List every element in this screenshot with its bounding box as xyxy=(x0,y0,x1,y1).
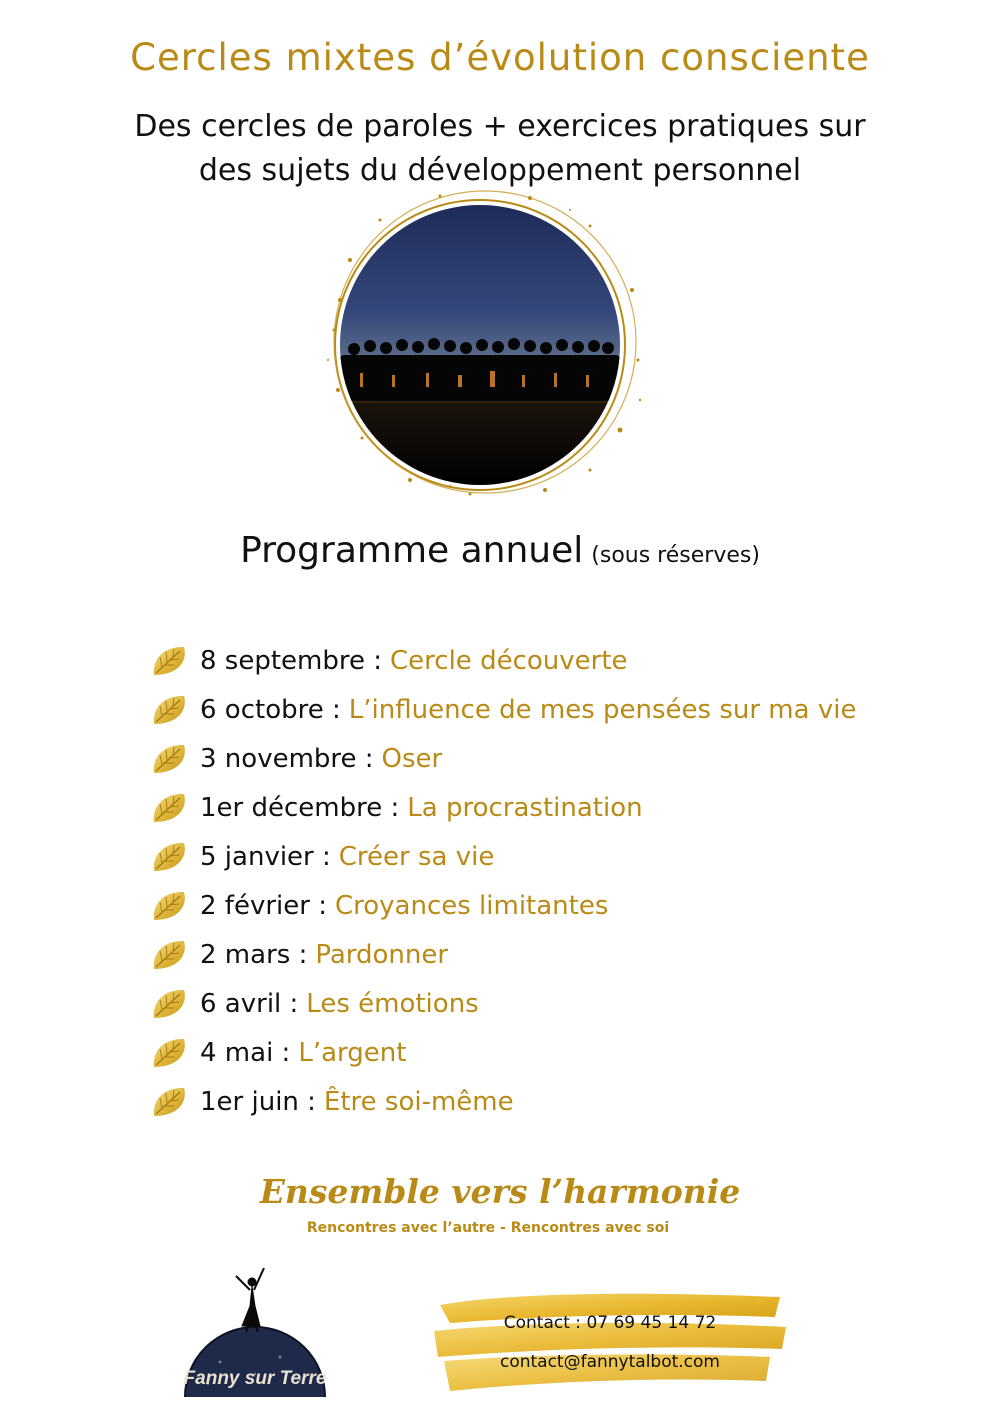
program-item-topic: L’argent xyxy=(298,1037,407,1068)
fanny-sur-terre-logo xyxy=(180,1262,330,1397)
program-item xyxy=(150,979,910,1028)
program-item-date: 6 avril : xyxy=(200,988,299,1019)
gold-leaf-icon xyxy=(150,790,190,826)
gold-leaf-icon xyxy=(150,937,190,973)
gold-leaf-icon xyxy=(150,1084,190,1120)
program-title: Programme annuel xyxy=(240,530,584,571)
program-item-topic: Cercle découverte xyxy=(390,645,628,676)
logo-text: Fanny sur Terre xyxy=(183,1368,327,1389)
program-item-topic: Les émotions xyxy=(306,988,479,1019)
program-item xyxy=(150,685,910,734)
program-item-topic: Être soi-même xyxy=(323,1086,514,1117)
gold-ring-decoration xyxy=(320,190,650,500)
contact-phone: Contact : 07 69 45 14 72 xyxy=(503,1313,717,1333)
tagline: Rencontres avec l’autre - Rencontres avec soi xyxy=(306,1220,670,1236)
gold-leaf-icon xyxy=(150,986,190,1022)
program-item xyxy=(150,1028,910,1077)
program-item-date: 8 septembre : xyxy=(200,645,383,676)
program-item-date: 5 janvier : xyxy=(200,841,331,872)
program-item xyxy=(150,881,910,930)
program-item xyxy=(150,1077,910,1126)
program-item-topic: La procrastination xyxy=(407,792,643,823)
program-item-topic: Croyances limitantes xyxy=(334,890,609,921)
program-item xyxy=(150,783,910,832)
slogan: Ensemble vers l’harmonie xyxy=(259,1172,741,1211)
program-item-date: 4 mai : xyxy=(200,1037,291,1068)
gold-leaf-icon xyxy=(150,1035,190,1071)
contact-email: contact@fannytalbot.com xyxy=(499,1352,720,1372)
program-item-topic: L’influence de mes pensées sur ma vie xyxy=(348,694,857,725)
subtitle-line-1: Des cercles de paroles + exercices pratiques sur xyxy=(134,109,866,144)
page-subtitle xyxy=(0,105,1000,193)
program-item-topic: Oser xyxy=(381,743,443,774)
program-item xyxy=(150,930,910,979)
program-list xyxy=(150,636,910,1126)
program-heading xyxy=(0,530,1000,571)
program-item-date: 6 octobre : xyxy=(200,694,341,725)
gold-leaf-icon xyxy=(150,888,190,924)
subtitle-line-2: des sujets du développement personnel xyxy=(198,153,802,188)
program-item-topic: Pardonner xyxy=(315,939,449,970)
program-item-date: 1er décembre : xyxy=(200,792,400,823)
program-note: (sous réserves) xyxy=(591,543,760,568)
group-photo-circle xyxy=(320,190,650,500)
program-item-date: 2 mars : xyxy=(200,939,308,970)
program-item-date: 2 février : xyxy=(200,890,327,921)
program-item xyxy=(150,832,910,881)
program-item-date: 3 novembre : xyxy=(200,743,374,774)
gold-leaf-icon xyxy=(150,643,190,679)
program-item xyxy=(150,636,910,685)
program-item-date: 1er juin : xyxy=(200,1086,316,1117)
gold-leaf-icon xyxy=(150,839,190,875)
gold-brush-stroke xyxy=(430,1287,790,1397)
gold-leaf-icon xyxy=(150,741,190,777)
page-title: Cercles mixtes d’évolution consciente xyxy=(130,36,870,79)
gold-leaf-icon xyxy=(150,692,190,728)
program-item xyxy=(150,734,910,783)
program-item-topic: Créer sa vie xyxy=(338,841,495,872)
